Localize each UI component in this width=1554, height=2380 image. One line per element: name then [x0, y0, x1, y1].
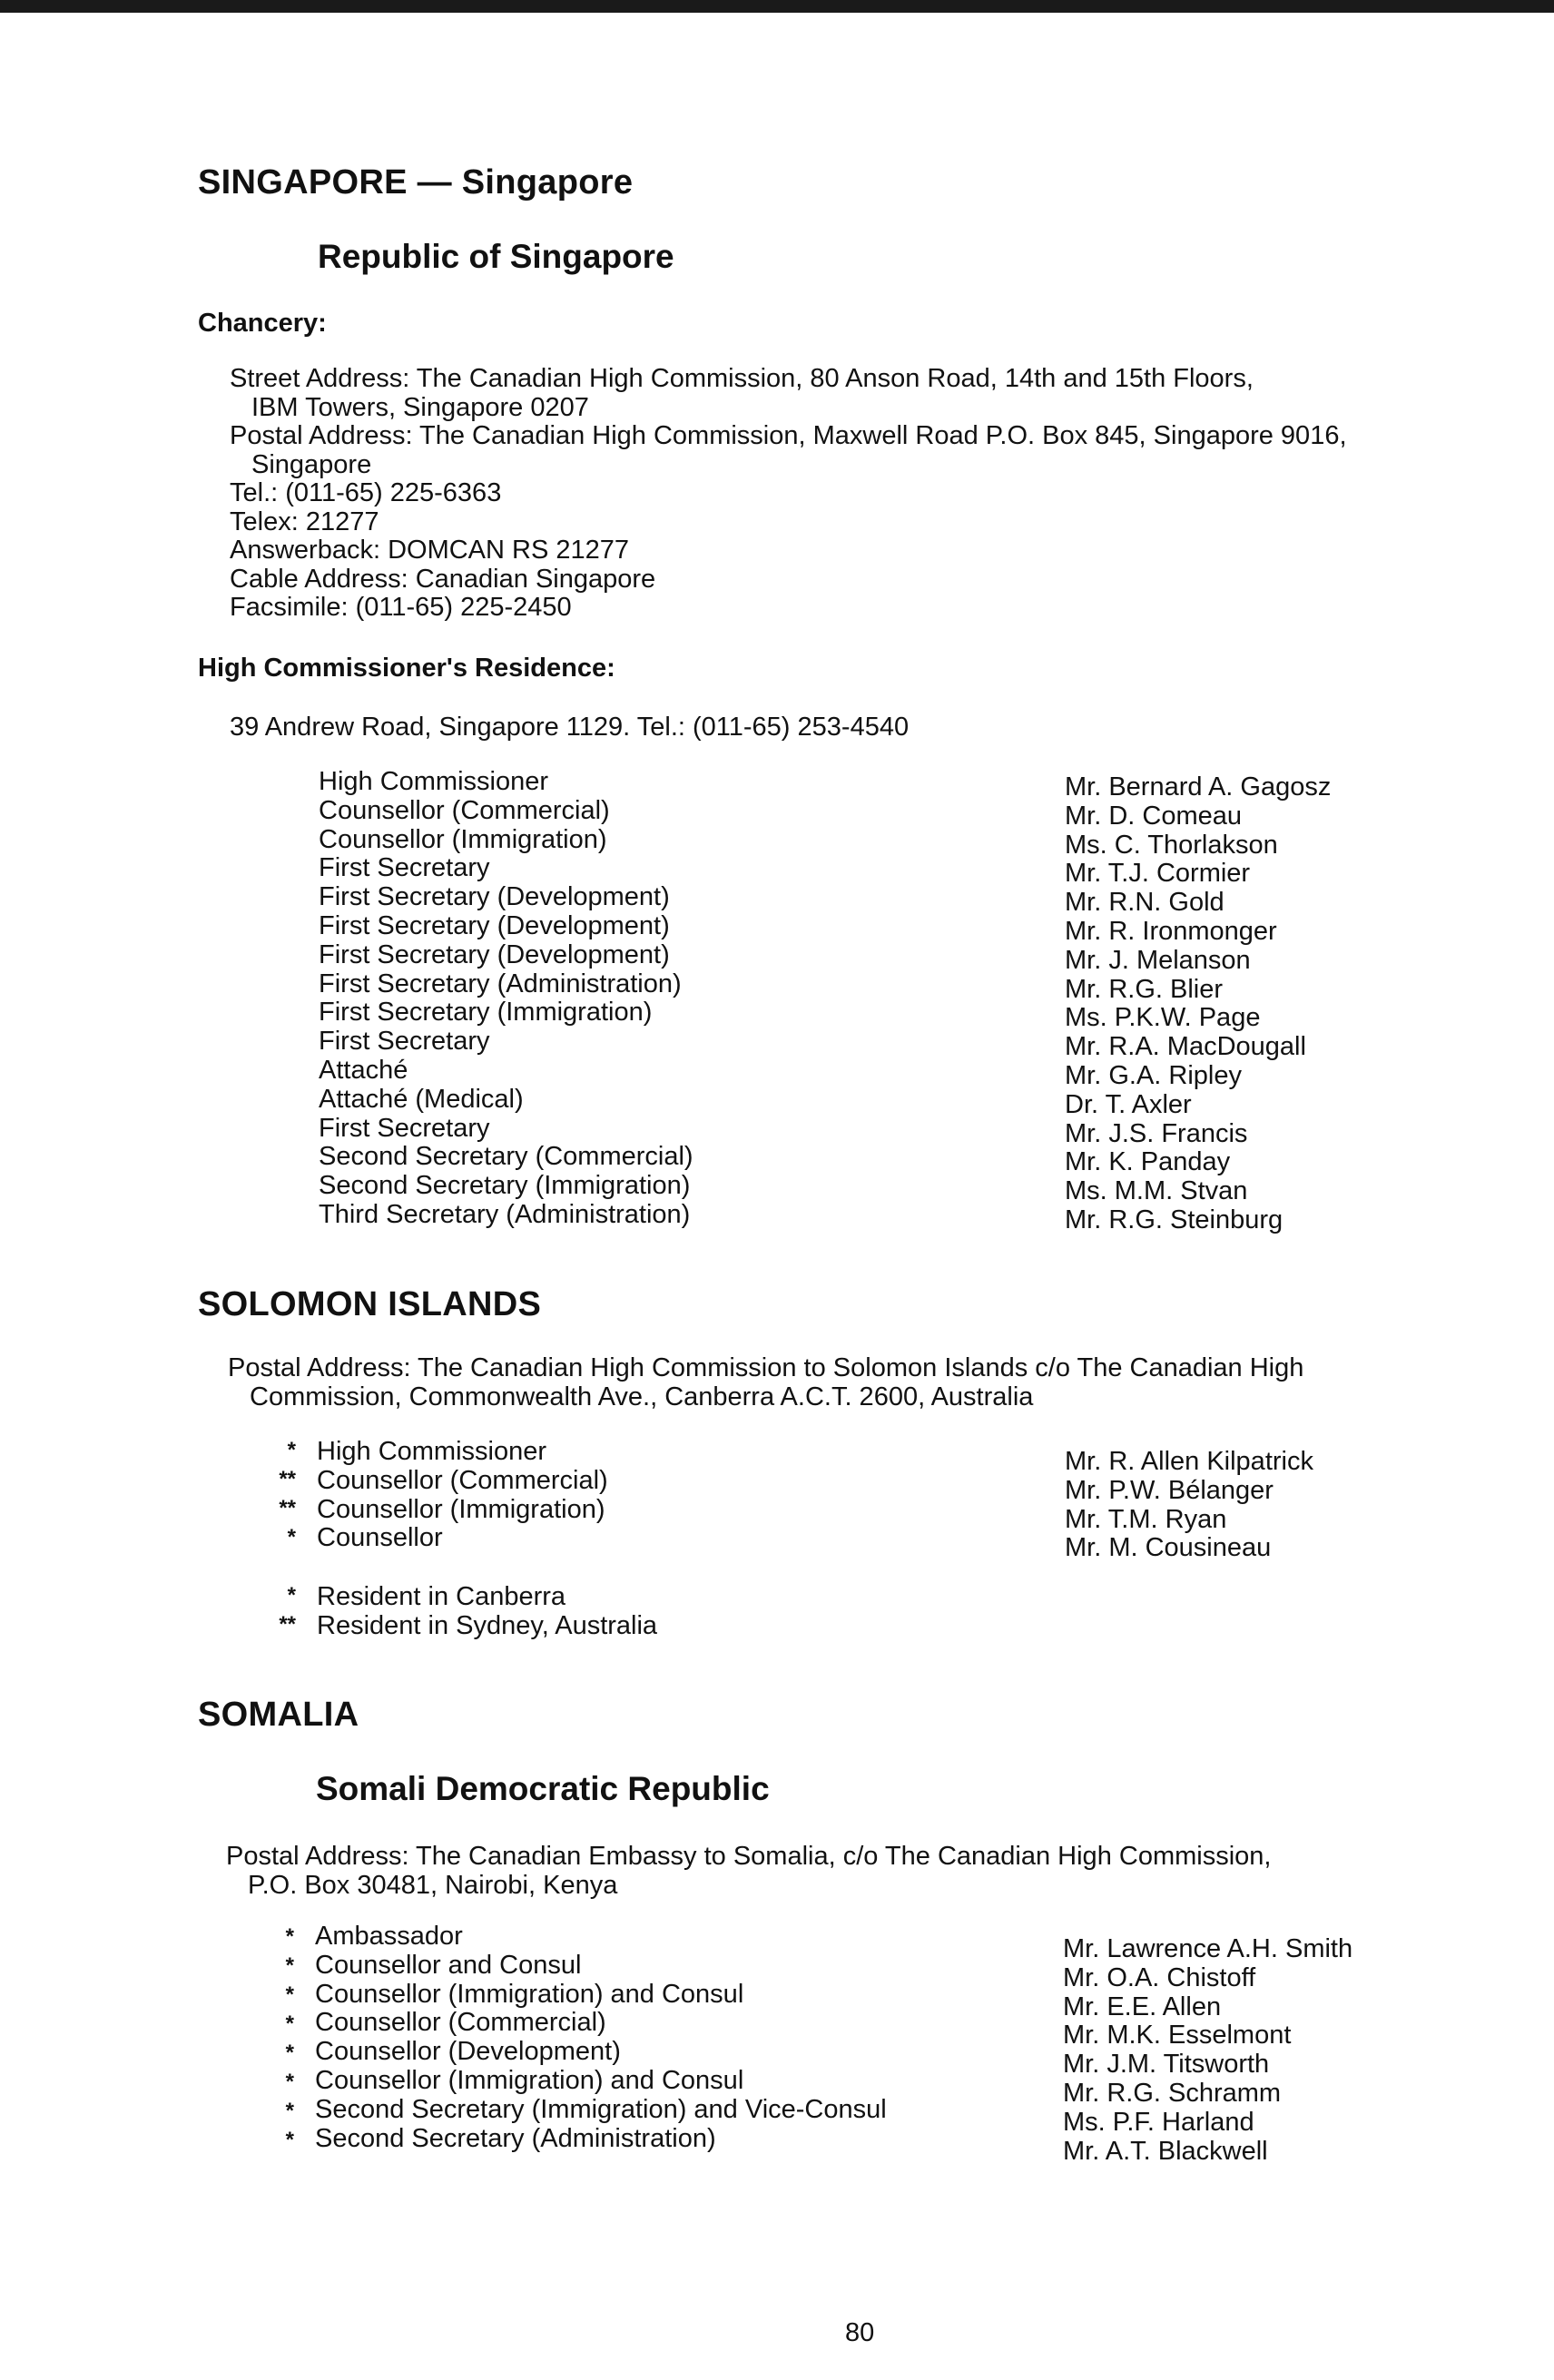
singapore-names: [1065, 773, 1331, 1235]
address-line: Commission, Commonwealth Ave., Canberra A.C.T. 2600, Australia: [250, 1382, 1034, 1411]
official-name: Mr. K. Panday: [1065, 1147, 1231, 1177]
position-title: Ambassador: [315, 1922, 463, 1951]
position-title: High Commissioner: [317, 1437, 547, 1466]
solomon-names: [1065, 1448, 1313, 1563]
somalia-names: [1063, 1935, 1352, 2166]
footnote-marker: *: [287, 1525, 296, 1549]
position-title: Second Secretary (Immigration) and Vice-Consul: [315, 2094, 887, 2124]
official-name: Mr. R.A. MacDougall: [1065, 1032, 1306, 1062]
footnote-marker: *: [285, 2099, 294, 2123]
footnote-marker: *: [287, 1438, 296, 1462]
official-name: Ms. M.M. Stvan: [1065, 1176, 1248, 1206]
page-number: 80: [845, 2318, 875, 2347]
official-name: Mr. Lawrence A.H. Smith: [1063, 1934, 1353, 1963]
position-title: Counsellor and Consul: [315, 1950, 582, 1980]
somalia-positions: [315, 1923, 887, 2153]
position-title: High Commissioner: [319, 767, 549, 796]
position-title: Counsellor (Development): [315, 2037, 621, 2067]
position-title: Attaché: [319, 1055, 408, 1085]
position-title: First Secretary (Development): [319, 910, 670, 940]
footnote-marker: *: [285, 2128, 294, 2152]
singapore-positions: [319, 768, 693, 1230]
official-name: Mr. T.M. Ryan: [1065, 1504, 1227, 1534]
official-name: Mr. R. Allen Kilpatrick: [1065, 1447, 1313, 1476]
footnote-marker: *: [285, 2011, 294, 2036]
solomon-positions: [317, 1438, 608, 1553]
official-name: Mr. T.J. Cormier: [1065, 859, 1251, 889]
official-name: Mr. Bernard A. Gagosz: [1065, 772, 1332, 802]
footnote-marker: *: [285, 1924, 294, 1949]
singapore-heading: SINGAPORE — Singapore: [198, 163, 634, 202]
official-name: Mr. O.A. Chistoff: [1063, 1962, 1256, 1992]
solomon-footnotes: [317, 1583, 657, 1641]
solomon-address-block: [228, 1354, 1303, 1411]
position-title: Second Secretary (Commercial): [319, 1142, 693, 1172]
footnote-marker: *: [285, 2041, 294, 2065]
position-title: Counsellor: [317, 1523, 443, 1553]
address-line: P.O. Box 30481, Nairobi, Kenya: [248, 1870, 618, 1900]
footnote-marker: *: [287, 1583, 296, 1608]
position-title: Second Secretary (Administration): [315, 2123, 716, 2153]
singapore-subheading: Republic of Singapore: [318, 238, 674, 275]
official-name: Mr. A.T. Blackwell: [1063, 2136, 1268, 2166]
footnote-text: Resident in Sydney, Australia: [317, 1610, 658, 1640]
position-title: Attaché (Medical): [319, 1084, 524, 1114]
footnote-marker: *: [285, 2070, 294, 2094]
official-name: Mr. M.K. Esselmont: [1063, 2021, 1292, 2051]
official-name: Mr. G.A. Ripley: [1065, 1060, 1242, 1090]
address-line: Singapore: [251, 449, 372, 479]
solomon-heading: SOLOMON ISLANDS: [198, 1285, 542, 1323]
position-title: Third Secretary (Administration): [319, 1199, 691, 1229]
official-name: Mr. J. Melanson: [1065, 945, 1251, 975]
official-name: Mr. R.N. Gold: [1065, 888, 1225, 918]
position-title: Counsellor (Immigration): [317, 1494, 605, 1524]
official-name: Mr. D. Comeau: [1065, 801, 1242, 831]
telex-line: Telex: 21277: [230, 506, 379, 536]
somalia-address-block: [226, 1843, 1271, 1900]
position-title: Counsellor (Commercial): [317, 1465, 608, 1495]
official-name: Mr. P.W. Bélanger: [1065, 1475, 1274, 1505]
official-name: Mr. R.G. Schramm: [1063, 2078, 1282, 2108]
position-title: First Secretary: [319, 1027, 490, 1057]
position-title: Counsellor (Commercial): [315, 2008, 606, 2038]
footnote-marker: **: [279, 1612, 296, 1637]
address-line: Postal Address: The Canadian High Commission to Solomon Islands c/o The Canadian High: [228, 1353, 1304, 1382]
position-title: First Secretary: [319, 853, 490, 883]
footnote-marker: **: [279, 1467, 296, 1491]
somalia-subheading: Somali Democratic Republic: [316, 1770, 770, 1807]
official-name: Ms. C. Thorlakson: [1065, 830, 1278, 860]
position-title: Second Secretary (Immigration): [319, 1171, 691, 1201]
position-title: First Secretary: [319, 1113, 490, 1143]
answerback-line: Answerback: DOMCAN RS 21277: [230, 536, 629, 565]
singapore-address-block: [230, 365, 1347, 623]
position-title: First Secretary (Administration): [319, 969, 682, 998]
footnote-marker: *: [285, 1982, 294, 2007]
position-title: First Secretary (Development): [319, 939, 670, 969]
telephone-line: Tel.: (011-65) 225-6363: [230, 478, 502, 507]
position-title: Counsellor (Immigration) and Consul: [315, 1979, 744, 2009]
address-line: IBM Towers, Singapore 0207: [251, 392, 589, 422]
footnote-marker: *: [285, 1953, 294, 1978]
official-name: Mr. M. Cousineau: [1065, 1533, 1272, 1563]
official-name: Mr. J.M. Titsworth: [1063, 2050, 1270, 2080]
official-name: Mr. R. Ironmonger: [1065, 916, 1277, 946]
cable-address-line: Cable Address: Canadian Singapore: [230, 564, 656, 594]
official-name: Mr. E.E. Allen: [1063, 1992, 1222, 2021]
address-line: Postal Address: The Canadian High Commission, Maxwell Road P.O. Box 845, Singapore 9016,: [230, 421, 1347, 450]
facsimile-line: Facsimile: (011-65) 225-2450: [230, 593, 572, 622]
address-line: Postal Address: The Canadian Embassy to Somalia, c/o The Canadian High Commission,: [226, 1842, 1272, 1871]
residence-label: High Commissioner's Residence:: [198, 654, 615, 683]
position-title: Counsellor (Commercial): [319, 795, 610, 825]
official-name: Dr. T. Axler: [1065, 1089, 1192, 1119]
chancery-label: Chancery:: [198, 309, 327, 338]
official-name: Mr. J.S. Francis: [1065, 1118, 1248, 1148]
footnote-text: Resident in Canberra: [317, 1582, 566, 1611]
residence-address: 39 Andrew Road, Singapore 1129. Tel.: (011-65) 253-4540: [230, 713, 910, 742]
position-title: Counsellor (Immigration) and Consul: [315, 2065, 744, 2095]
official-name: Ms. P.F. Harland: [1063, 2107, 1254, 2137]
official-name: Mr. R.G. Blier: [1065, 974, 1224, 1004]
position-title: First Secretary (Immigration): [319, 998, 653, 1028]
somalia-heading: SOMALIA: [198, 1696, 359, 1734]
address-line: Street Address: The Canadian High Commission, 80 Anson Road, 14th and 15th Floors,: [230, 364, 1254, 393]
official-name: Mr. R.G. Steinburg: [1065, 1205, 1284, 1234]
position-title: First Secretary (Development): [319, 882, 670, 912]
official-name: Ms. P.K.W. Page: [1065, 1003, 1261, 1033]
position-title: Counsellor (Immigration): [319, 824, 607, 854]
footnote-marker: **: [279, 1496, 296, 1520]
